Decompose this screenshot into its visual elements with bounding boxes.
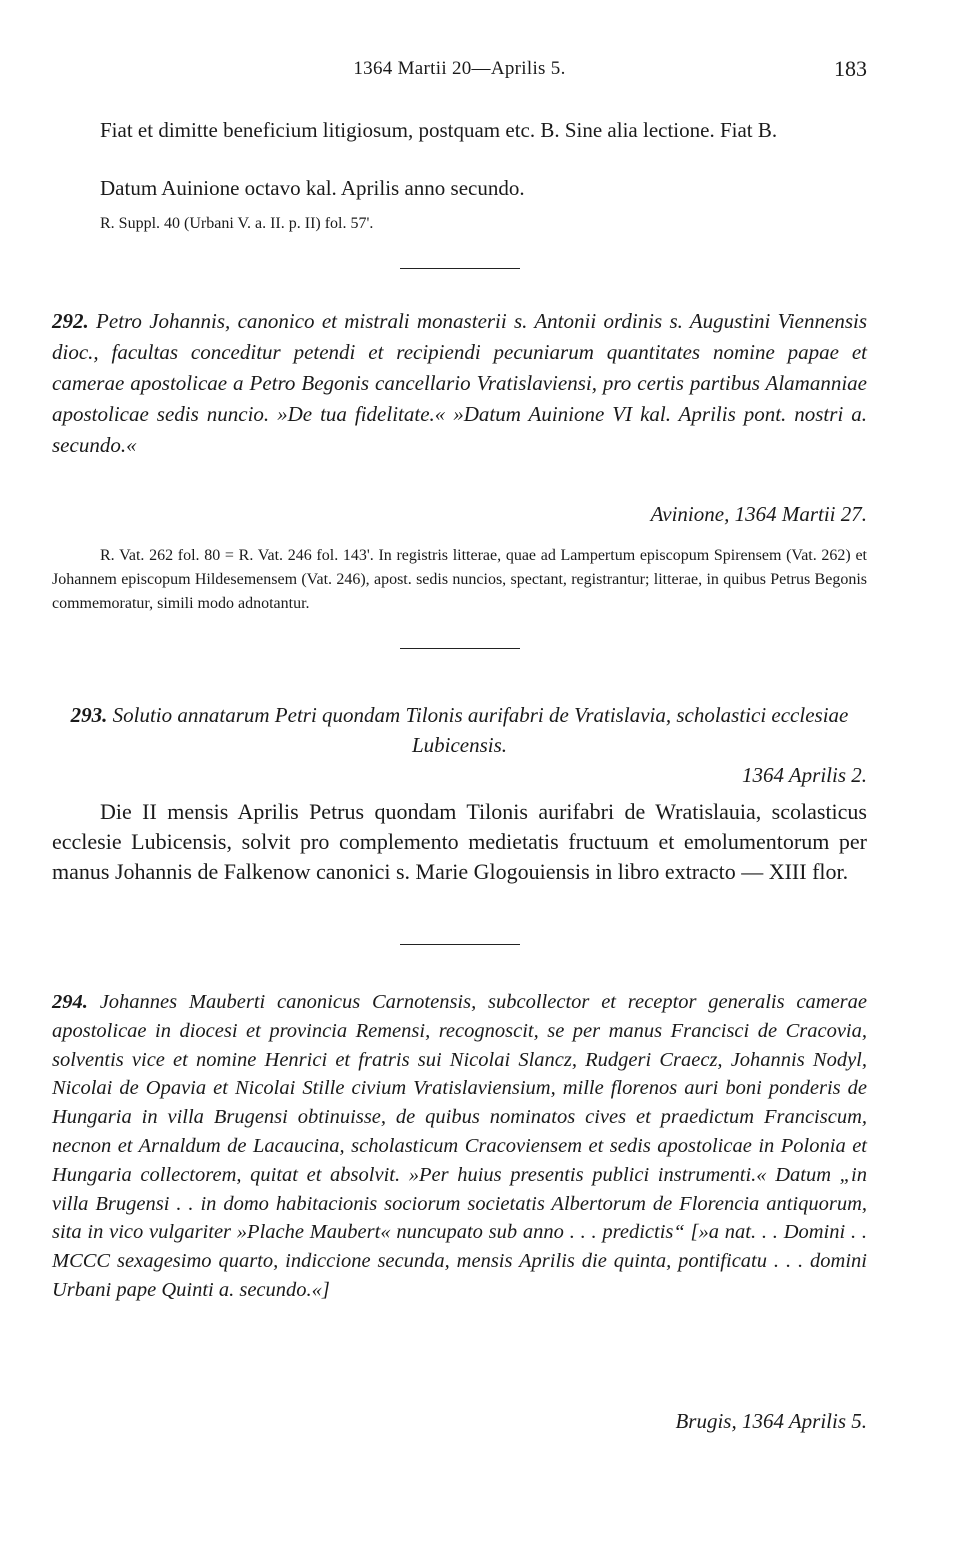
entry-293-text: Die II mensis Aprilis Petrus quondam Tilonis aurifabri de Wratislauia, scolasticus ecclesie Lubicensis, solvit pro complemento medietatis fructuum et emolumentorum per manus Johannis de Falkenow canonici s. Marie Glogouiensis in libro extracto — XIII flor.	[52, 799, 867, 884]
page-header	[52, 58, 867, 88]
entry-293-number: 293.	[70, 703, 108, 727]
section-divider	[400, 944, 520, 945]
entry-293-heading	[52, 700, 867, 760]
entry-291-source: R. Suppl. 40 (Urbani V. a. II. p. II) fol. 57'.	[100, 215, 374, 232]
document-page	[52, 0, 867, 1559]
running-title: 1364 Martii 20—Aprilis 5.	[353, 58, 566, 79]
entry-294-text	[52, 988, 867, 1305]
entry-292-summary: Petro Johannis, canonico et mistrali monasterii s. Antonii ordinis s. Augustini Viennensis dioc., facultas conceditur petendi et recipiendi pecuniarum quantitates nomine papae et camerae apostolicae a Petro Begonis cancellario Vratislaviensi, pro certis partibus Alamanniae apostolicae sedis nuncio. »De tua fidelitate.« »Datum Auinione VI kal. Aprilis pont. nostri a. secundo.«	[52, 309, 868, 457]
entry-293-title: Solutio annatarum Petri quondam Tilonis aurifabri de Vratislavia, scholastici ecclesiae Lubicensis.	[112, 703, 849, 757]
section-divider	[400, 648, 520, 649]
entry-292-place-date: Avinione, 1364 Martii 27.	[650, 502, 867, 526]
entry-292-text	[52, 306, 867, 461]
entry-292-note: R. Vat. 262 fol. 80 = R. Vat. 246 fol. 143'. In registris litterae, quae ad Lampertum episcopum Spirensem (Vat. 262) et Johannem episcopum Hildesemensem (Vat. 246), apost. sedis nuncios, spectant, registrantur; litterae, in quibus Petrus Begonis commemoratur, simili modo adnotantur.	[52, 547, 867, 612]
page-number: 183	[834, 56, 867, 81]
entry-291-datum: Datum Auinione octavo kal. Aprilis anno secundo.	[100, 176, 525, 200]
entry-292-number: 292.	[52, 309, 89, 333]
entry-294-place-date: Brugis, 1364 Aprilis 5.	[675, 1409, 867, 1433]
entry-294-number: 294.	[52, 991, 88, 1013]
section-divider	[400, 268, 520, 269]
entry-294-summary: Johannes Mauberti canonicus Carnotensis, subcollector et receptor generalis camerae apostolicae in diocesi et provincia Remensi, recognoscit, se per manus Francisci de Cracovia, solventis vice et nomine Henrici et fratris sui Nicolai Slancz, Rudgeri Craecz, Johannis Nodyl, Nicolai de Opavia et Nicolai Stille civium Vratislaviensium, mille florenos auri boni ponderis de Hungaria in villa Brugensi obtinuisse, de quibus nominatos cives et praedictum Franciscum, necnon et Arnaldum de Lacaucina, scholasticum Cracoviensem et sedis apostolicae in Polonia et Hungaria collectorem, quitat et absolvit. »Per huius presentis publici instrumenti.« Datum „in villa Brugensi . . in domo habitacionis sociorum societatis Albertorum de Florencia antiquorum, sita in vico vulgariter »Plache Maubert« nuncupato sub anno . . . predictis“ [»a nat. . . Domini . . MCCC sexagesimo quarto, indiccione secunda, mensis Aprilis die quinta, pontificatu . . . domini Urbani pape Quinti a. secundo.«]	[52, 991, 868, 1301]
entry-291-text: Fiat et dimitte beneficium litigiosum, postquam etc. B. Sine alia lectione. Fiat B.	[100, 118, 778, 142]
entry-293-date: 1364 Aprilis 2.	[741, 763, 867, 787]
